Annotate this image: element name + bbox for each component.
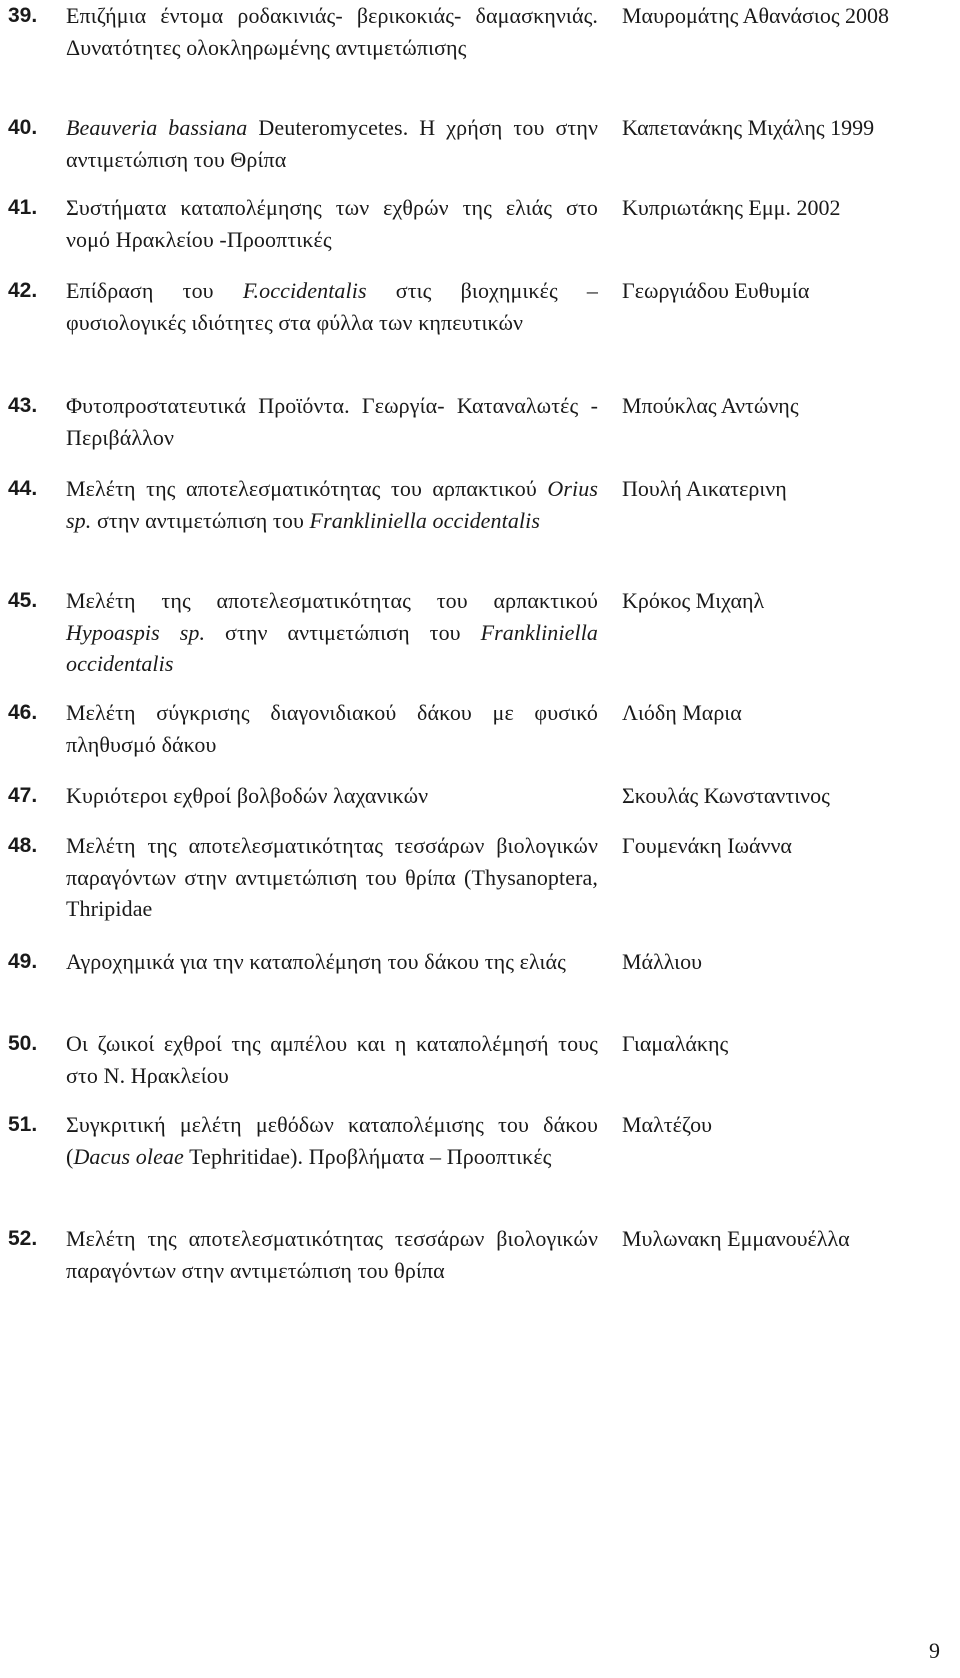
- entry-number: 45.: [8, 589, 38, 612]
- entry-author: Κρόκος Μιχαηλ: [622, 588, 765, 613]
- entry-number: 49.: [8, 950, 38, 973]
- entry-title: Μελέτη της αποτελεσματικότητας του αρπακτικού Orius sp. στην αντιμετώπιση του Frankliniella occidentalis: [66, 476, 598, 533]
- entry-number: 43.: [8, 394, 38, 417]
- entry-number: 44.: [8, 477, 38, 500]
- entry-title: Μελέτη της αποτελεσματικότητας τεσσάρων βιολογικών παραγόντων στην αντιμετώπιση του θρίπα: [66, 1226, 598, 1283]
- entry-title: Οι ζωικοί εχθροί της αμπέλου και η καταπολέμησή τους στο Ν. Ηρακλείου: [66, 1031, 598, 1088]
- entry-title: Φυτοπροστατευτικά Προϊόντα. Γεωργία- Καταναλωτές - Περιβάλλον: [66, 393, 598, 450]
- entry-title: Κυριότεροι εχθροί βολβοδών λαχανικών: [66, 783, 429, 808]
- entry-number: 39.: [8, 4, 38, 27]
- entry-title: Μελέτη της αποτελεσματικότητας του αρπακτικού Hypoaspis sp. στην αντιμετώπιση του Frankliniella occidentalis: [66, 588, 599, 676]
- entry-title: Αγροχημικά για την καταπολέμηση του δάκου της ελιάς: [66, 949, 566, 974]
- entry-author: Κυπριωτάκης Εμμ. 2002: [622, 195, 841, 220]
- entry-title: Επιζήμια έντομα ροδακινιάς- βερικοκιάς- δαμασκηνιάς. Δυνατότητες ολοκληρωμένης αντιμετώπισης: [66, 3, 598, 60]
- entry-number: 50.: [8, 1032, 38, 1055]
- entry-author: Λιόδη Μαρια: [622, 700, 742, 725]
- entry-number: 47.: [8, 784, 38, 807]
- entry-title: Μελέτη σύγκρισης διαγονιδιακού δάκου με φυσικό πληθυσμό δάκου: [66, 700, 598, 757]
- entry-author: Γεωργιάδου Ευθυμία: [622, 278, 810, 303]
- entry-author: Μυλωνακη Εμμανουέλλα: [622, 1226, 850, 1251]
- entry-number: 46.: [8, 701, 38, 724]
- entry-author: Σκουλάς Κωνσταντινος: [622, 783, 830, 808]
- entry-title: Συγκριτική μελέτη μεθόδων καταπολέμισης του δάκου (Dacus oleae Tephritidae). Προβλήματα – Προοπτικές: [66, 1112, 598, 1169]
- entry-number: 48.: [8, 834, 38, 857]
- entry-number: 42.: [8, 279, 38, 302]
- entry-number: 52.: [8, 1227, 38, 1250]
- entry-number: 40.: [8, 116, 38, 139]
- entry-author: Μπούκλας Αντώνης: [622, 393, 799, 418]
- entry-author: Μαλτέζου: [622, 1112, 713, 1137]
- entry-title: Συστήματα καταπολέμησης των εχθρών της ελιάς στο νομό Ηρακλείου -Προοπτικές: [66, 195, 598, 252]
- entry-number: 51.: [8, 1113, 38, 1136]
- entry-author: Καπετανάκης Μιχάλης 1999: [622, 115, 875, 140]
- entry-author: Μάλλιου: [622, 949, 702, 974]
- entry-author: Γουμενάκη Ιωάννα: [622, 833, 792, 858]
- page-number: 9: [929, 1638, 940, 1663]
- entry-title: Επίδραση του F.occidentalis στις βιοχημικές – φυσιολογικές ιδιότητες στα φύλλα των κηπευτικών: [66, 278, 599, 335]
- entry-author: Πουλή Αικατερινη: [622, 476, 787, 501]
- entry-title: Beauveria bassiana Deuteromycetes. Η χρήση του στην αντιμετώπιση του Θρίπα: [66, 115, 598, 172]
- entry-title: Μελέτη της αποτελεσματικότητας τεσσάρων βιολογικών παραγόντων στην αντιμετώπιση του θρίπα (Thysanoptera, Thripidae: [66, 833, 598, 921]
- entry-author: Μαυρομάτης Αθανάσιος 2008: [622, 3, 890, 28]
- entry-number: 41.: [8, 196, 38, 219]
- entry-author: Γιαμαλάκης: [622, 1031, 729, 1056]
